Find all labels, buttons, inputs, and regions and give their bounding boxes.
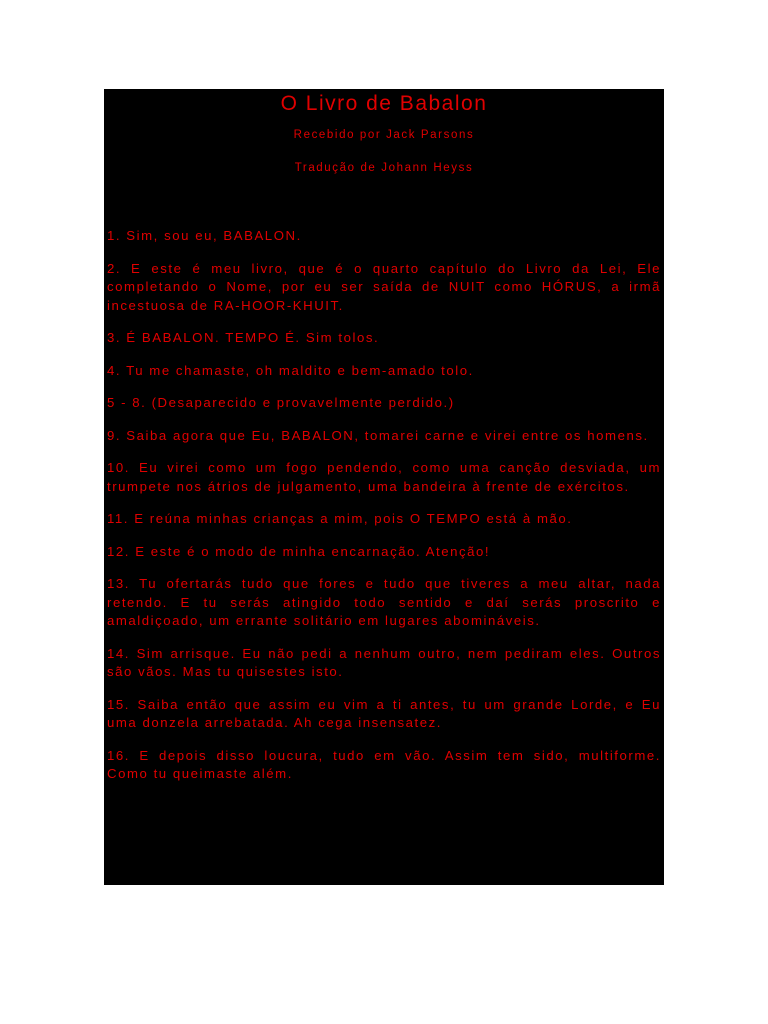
verse-15: 15. Saiba então que assim eu vim a ti antes, tu um grande Lorde, e Eu uma donzela arrebatada. Ah cega insensatez. (107, 696, 661, 730)
verse-3: 3. É BABALON. TEMPO É. Sim tolos. (107, 330, 380, 345)
received-by-line: Recebido por Jack Parsons (293, 129, 475, 141)
verse-10: 10. Eu virei como um fogo pendendo, como uma canção desviada, um trumpete nos átrios de julgamento, uma bandeira à frente de exércitos. (107, 460, 661, 494)
verse-1: 1. Sim, sou eu, BABALON. (107, 228, 302, 243)
verse-4: 4. Tu me chamaste, oh maldito e bem-amado tolo. (107, 362, 474, 378)
verse-list (107, 227, 661, 784)
text-panel (104, 89, 664, 885)
translation-credit: Tradução de Johann Heyss (294, 162, 474, 174)
verse-2: 2. E este é meu livro, que é o quarto capítulo do Livro da Lei, Ele completando o Nome, por eu ser saída de NUIT como HÓRUS, a irmã incestuosa de RA-HOOR-KHUIT. (107, 260, 661, 313)
verse-13: 13. Tu ofertarás tudo que fores e tudo que tiveres a meu altar, nada retendo. E tu serás atingido todo sentido e daí serás proscrito e amaldiçoado, um errante solitário em lugares abomináveis. (107, 576, 661, 628)
verse-16: 16. E depois disso loucura, tudo em vão. Assim tem sido, multiforme. Como tu queimaste além. (107, 747, 661, 781)
verse-9: 9. Saiba agora que Eu, BABALON, tomarei carne e virei entre os homens. (107, 427, 649, 443)
verse-11: 11. E reúna minhas crianças a mim, pois O TEMPO está à mão. (107, 511, 573, 526)
document-title: O Livro de Babalon (280, 92, 488, 115)
verse-5-8: 5 - 8. (Desaparecido e provavelmente perdido.) (107, 395, 455, 410)
verse-14: 14. Sim arrisque. Eu não pedi a nenhum outro, nem pediram eles. Outros são vãos. Mas tu quisestes isto. (107, 645, 661, 679)
verse-12: 12. E este é o modo de minha encarnação. Atenção! (107, 543, 491, 559)
